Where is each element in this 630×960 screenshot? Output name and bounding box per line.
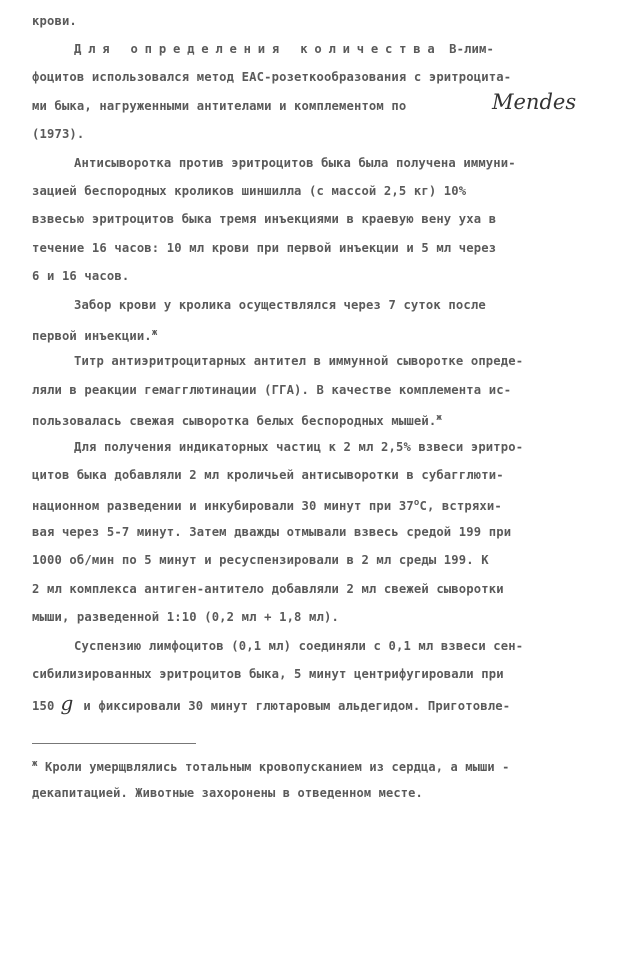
line-text: С, встряхи- xyxy=(419,499,502,514)
line-text: вая через 5-7 минут. Затем дважды отмывали взвесь средой 199 при xyxy=(32,525,512,539)
line-text: фоцитов использовался метод ЕАС-розеткообразования с эритроцита- xyxy=(32,70,512,84)
text-line xyxy=(74,354,523,368)
handwritten-author-name: Mendes xyxy=(492,90,577,114)
line-text: Суспензию лимфоцитов (0,1 мл) соединяли с 0,1 мл взвеси сен- xyxy=(74,639,524,653)
line-text: крови. xyxy=(32,14,77,28)
line-text: 150 xyxy=(32,699,55,713)
footnote-marker: ж xyxy=(32,759,38,769)
text-line xyxy=(32,127,84,141)
line-text: Для получения индикаторных частиц к 2 мл 2,5% взвеси эритро- xyxy=(74,440,524,454)
line-text: В-лим- xyxy=(449,42,495,56)
text-line xyxy=(32,553,489,567)
footnote-line xyxy=(32,786,423,800)
line-text: ляли в реакции гемагглютинации (ГГА). В качестве комплемента ис- xyxy=(32,383,512,397)
line-text: взвесью эритроцитов быка тремя инъекциями в краевую вену уха в xyxy=(32,212,497,226)
line-text: 2 мл комплекса антиген-антитело добавляли 2 мл свежей сыворотки xyxy=(32,582,504,596)
text-line xyxy=(32,14,77,28)
text-line xyxy=(32,667,504,681)
text-line xyxy=(32,383,511,397)
line-text: 1000 об/мин по 5 минут и ресуспензировали в 2 мл среды 199. К xyxy=(32,553,489,567)
text-line xyxy=(32,99,406,113)
line-text: пользовалась свежая сыворотка белых беспородных мышей. xyxy=(32,414,437,429)
text-line xyxy=(32,610,339,624)
handwritten-unit-g: g xyxy=(60,691,74,715)
footnote-separator xyxy=(32,743,196,744)
line-text: мыши, разведенной 1:10 (0,2 мл + 1,8 мл). xyxy=(32,610,339,624)
text-line xyxy=(74,156,516,170)
text-line xyxy=(32,326,157,343)
text-line xyxy=(32,496,502,513)
text-line xyxy=(32,241,496,255)
text-line xyxy=(74,298,486,312)
text-line xyxy=(74,440,523,454)
line-text: Титр антиэритроцитарных антител в иммунной сыворотке опреде- xyxy=(74,354,524,368)
line-text: зацией беспородных кроликов шиншилла (с массой 2,5 кг) 10% xyxy=(32,184,467,198)
text-line xyxy=(32,411,442,428)
line-text: (1973). xyxy=(32,127,85,141)
text-line xyxy=(74,639,523,653)
text-line xyxy=(32,691,511,715)
line-text: Антисыворотка против эритроцитов быка была получена иммуни- xyxy=(74,156,516,170)
text-line xyxy=(32,269,129,283)
text-line xyxy=(32,184,466,198)
text-line xyxy=(32,582,504,596)
footnote-marker: ж xyxy=(151,328,158,338)
line-text: цитов быка добавляли 2 мл кроличьей антисыворотки в субагглюти- xyxy=(32,468,504,482)
line-text: Забор крови у кролика осуществлялся через 7 суток после xyxy=(74,298,486,312)
line-text: течение 16 часов: 10 мл крови при первой инъекции и 5 мл через xyxy=(32,241,497,255)
line-text: первой инъекции. xyxy=(32,329,152,344)
line-text: и фиксировали 30 минут глютаровым альдегидом. Приготовле- xyxy=(83,699,511,713)
footnote-text: Кроли умерщвлялись тотальным кровопусканием из сердца, а мыши - xyxy=(44,760,510,774)
text-line xyxy=(74,42,494,56)
text-line xyxy=(32,70,511,84)
footnote-marker: ж xyxy=(436,413,442,423)
footnote-line xyxy=(32,757,510,774)
line-text: национном разведении и инкубировали 30 минут при 37 xyxy=(32,499,414,514)
text-line xyxy=(32,525,511,539)
degree-superscript: о xyxy=(413,498,420,508)
line-text: сибилизированных эритроцитов быка, 5 минут центрифугировали при xyxy=(32,667,504,681)
text-line xyxy=(32,468,504,482)
footnote-text: декапитацией. Животные захоронены в отведенном месте. xyxy=(32,786,423,800)
line-text: ми быка, нагруженными антителами и комплементом по xyxy=(32,99,407,113)
text-line xyxy=(32,212,496,226)
line-text: 6 и 16 часов. xyxy=(32,269,130,283)
spaced-heading-text: Для определения количества xyxy=(74,42,442,56)
